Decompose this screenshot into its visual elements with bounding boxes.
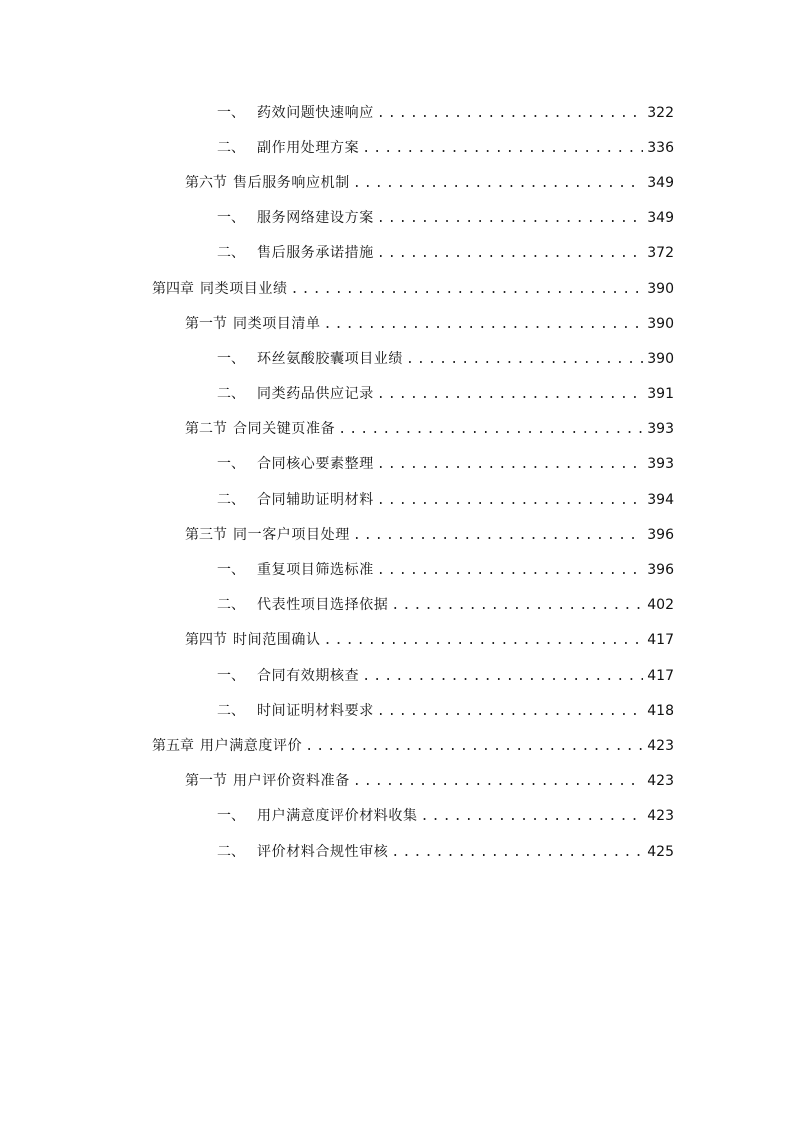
toc-entry-number: 二、 bbox=[217, 843, 245, 860]
toc-entry-number: 一、 bbox=[217, 210, 245, 227]
toc-dot-leader bbox=[362, 140, 643, 158]
toc-entry-number: 二、 bbox=[217, 597, 245, 614]
toc-entry[interactable] bbox=[0, 834, 793, 869]
toc-entry-page: 390 bbox=[647, 350, 674, 367]
toc-dot-leader bbox=[406, 351, 643, 369]
table-of-contents bbox=[0, 95, 793, 869]
toc-entry-page: 425 bbox=[647, 843, 674, 860]
toc-entry-page: 417 bbox=[647, 667, 674, 684]
toc-entry-page: 417 bbox=[647, 632, 674, 649]
toc-entry-number: 第六节 bbox=[185, 174, 227, 191]
toc-entry-title: 用户评价资料准备 bbox=[233, 773, 350, 790]
toc-entry-title: 评价材料合规性审核 bbox=[257, 843, 389, 860]
toc-entry-title: 合同核心要素整理 bbox=[257, 456, 374, 473]
toc-entry-page: 396 bbox=[647, 526, 674, 543]
toc-entry-number: 第四节 bbox=[185, 632, 227, 649]
toc-dot-leader bbox=[324, 316, 644, 334]
toc-entry-title: 副作用处理方案 bbox=[257, 139, 360, 156]
toc-entry-page: 336 bbox=[647, 139, 674, 156]
toc-entry-title: 用户满意度评价材料收集 bbox=[257, 808, 418, 825]
toc-entry[interactable] bbox=[0, 482, 793, 517]
toc-entry-page: 390 bbox=[647, 280, 674, 297]
toc-dot-leader bbox=[324, 632, 644, 650]
toc-dot-leader bbox=[377, 210, 643, 228]
toc-entry-title: 药效问题快速响应 bbox=[257, 104, 374, 121]
toc-entry-page: 396 bbox=[647, 562, 674, 579]
toc-entry[interactable] bbox=[0, 517, 793, 552]
toc-entry[interactable] bbox=[0, 130, 793, 165]
toc-dot-leader bbox=[338, 421, 643, 439]
toc-entry-page: 372 bbox=[647, 245, 674, 262]
toc-entry[interactable] bbox=[0, 693, 793, 728]
toc-entry-number: 第二节 bbox=[185, 421, 227, 438]
toc-dot-leader bbox=[391, 844, 643, 862]
toc-entry-page: 394 bbox=[647, 491, 674, 508]
toc-dot-leader bbox=[377, 105, 643, 123]
toc-entry-page: 423 bbox=[647, 808, 674, 825]
toc-entry-number: 第四章 bbox=[152, 280, 194, 297]
toc-entry-title: 同类药品供应记录 bbox=[257, 386, 374, 403]
toc-entry-title: 售后服务响应机制 bbox=[233, 174, 350, 191]
toc-dot-leader bbox=[391, 597, 643, 615]
toc-entry-number: 二、 bbox=[217, 139, 245, 156]
toc-dot-leader bbox=[377, 245, 643, 263]
toc-entry[interactable] bbox=[0, 201, 793, 236]
toc-entry-page: 393 bbox=[647, 456, 674, 473]
toc-entry-page: 391 bbox=[647, 386, 674, 403]
toc-entry-number: 二、 bbox=[217, 491, 245, 508]
toc-entry-page: 402 bbox=[647, 597, 674, 614]
toc-entry-number: 一、 bbox=[217, 104, 245, 121]
toc-entry[interactable] bbox=[0, 588, 793, 623]
toc-entry-number: 一、 bbox=[217, 808, 245, 825]
toc-entry-title: 重复项目筛选标准 bbox=[257, 562, 374, 579]
toc-dot-leader bbox=[305, 738, 643, 756]
toc-entry-title: 合同有效期核查 bbox=[257, 667, 360, 684]
toc-dot-leader bbox=[377, 562, 643, 580]
toc-dot-leader bbox=[377, 703, 643, 721]
toc-entry-number: 一、 bbox=[217, 667, 245, 684]
toc-dot-leader bbox=[353, 773, 643, 791]
toc-dot-leader bbox=[291, 281, 644, 299]
toc-entry-number: 一、 bbox=[217, 456, 245, 473]
toc-dot-leader bbox=[362, 668, 643, 686]
toc-entry-number: 二、 bbox=[217, 702, 245, 719]
toc-entry[interactable] bbox=[0, 412, 793, 447]
toc-dot-leader bbox=[353, 527, 643, 545]
toc-entry-number: 第一节 bbox=[185, 773, 227, 790]
toc-entry-title: 合同关键页准备 bbox=[233, 421, 336, 438]
toc-entry-page: 349 bbox=[647, 174, 674, 191]
toc-entry[interactable] bbox=[0, 728, 793, 763]
toc-entry-page: 418 bbox=[647, 702, 674, 719]
toc-entry-number: 二、 bbox=[217, 245, 245, 262]
toc-entry-title: 合同辅助证明材料 bbox=[257, 491, 374, 508]
toc-entry-title: 用户满意度评价 bbox=[200, 737, 303, 754]
toc-entry[interactable] bbox=[0, 306, 793, 341]
toc-dot-leader bbox=[377, 386, 643, 404]
toc-entry[interactable] bbox=[0, 377, 793, 412]
toc-entry-number: 二、 bbox=[217, 386, 245, 403]
toc-dot-leader bbox=[377, 492, 643, 510]
toc-entry-page: 390 bbox=[647, 315, 674, 332]
toc-entry-number: 第一节 bbox=[185, 315, 227, 332]
toc-entry-title: 服务网络建设方案 bbox=[257, 210, 374, 227]
toc-entry[interactable] bbox=[0, 658, 793, 693]
toc-entry-number: 第五章 bbox=[152, 737, 194, 754]
toc-entry-page: 393 bbox=[647, 421, 674, 438]
toc-entry-number: 一、 bbox=[217, 350, 245, 367]
toc-entry[interactable] bbox=[0, 552, 793, 587]
toc-entry[interactable] bbox=[0, 341, 793, 376]
toc-entry-page: 423 bbox=[647, 773, 674, 790]
toc-entry-title: 代表性项目选择依据 bbox=[257, 597, 389, 614]
toc-entry-page: 349 bbox=[647, 210, 674, 227]
toc-entry[interactable] bbox=[0, 95, 793, 130]
toc-dot-leader bbox=[353, 175, 643, 193]
toc-entry-page: 423 bbox=[647, 737, 674, 754]
toc-entry-page: 322 bbox=[647, 104, 674, 121]
toc-entry[interactable] bbox=[0, 764, 793, 799]
toc-entry-title: 环丝氨酸胶囊项目业绩 bbox=[257, 350, 403, 367]
toc-entry[interactable] bbox=[0, 447, 793, 482]
toc-entry[interactable] bbox=[0, 623, 793, 658]
toc-dot-leader bbox=[377, 456, 643, 474]
toc-entry-title: 同类项目清单 bbox=[233, 315, 321, 332]
toc-entry[interactable] bbox=[0, 236, 793, 271]
toc-entry-number: 第三节 bbox=[185, 526, 227, 543]
toc-entry-number: 一、 bbox=[217, 562, 245, 579]
toc-entry[interactable] bbox=[0, 799, 793, 834]
toc-entry-title: 时间证明材料要求 bbox=[257, 702, 374, 719]
toc-entry[interactable] bbox=[0, 271, 793, 306]
toc-dot-leader bbox=[421, 808, 644, 826]
toc-entry-title: 同一客户项目处理 bbox=[233, 526, 350, 543]
toc-entry-title: 售后服务承诺措施 bbox=[257, 245, 374, 262]
toc-entry-title: 时间范围确认 bbox=[233, 632, 321, 649]
toc-entry-title: 同类项目业绩 bbox=[200, 280, 288, 297]
toc-entry[interactable] bbox=[0, 165, 793, 200]
